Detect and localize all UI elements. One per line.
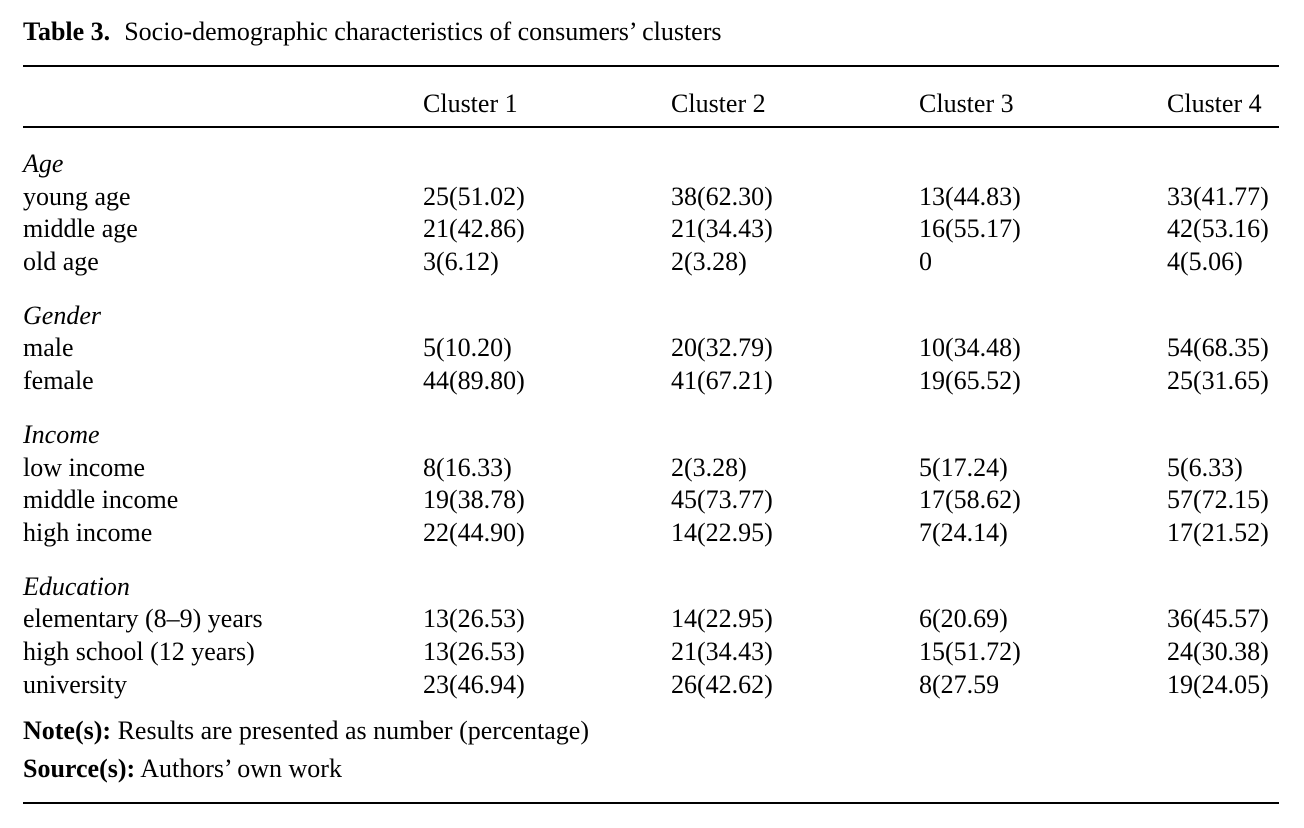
cell-cluster-2: 21(34.43) (671, 214, 773, 244)
cell-cluster-3: 10(34.48) (919, 333, 1021, 363)
table-row (23, 603, 1279, 636)
note-text: Results are presented as number (percentage) (117, 716, 589, 745)
table-row (23, 365, 1279, 398)
cell-cluster-3: 19(65.52) (919, 366, 1021, 396)
cell-cluster-4: 19(24.05) (1167, 669, 1269, 699)
cell-cluster-2: 21(34.43) (671, 636, 773, 666)
column-header-cluster-1: Cluster 1 (423, 89, 518, 118)
row-label: middle income (23, 485, 179, 515)
cell-cluster-1: 13(26.53) (423, 636, 525, 666)
table-row (23, 246, 1279, 279)
table-row (23, 181, 1279, 214)
cell-cluster-2: 2(3.28) (671, 247, 747, 277)
cell-cluster-2: 45(73.77) (671, 485, 773, 515)
source-label: Source(s): (23, 754, 136, 783)
row-label: elementary (8–9) years (23, 604, 263, 634)
cell-cluster-3: 0 (919, 247, 932, 277)
cell-cluster-4: 36(45.57) (1167, 604, 1269, 634)
table-caption: Socio-demographic characteristics of consumers’ clusters (124, 17, 722, 46)
table-row (23, 213, 1279, 246)
cell-cluster-1: 3(6.12) (423, 247, 499, 277)
source-text: Authors’ own work (140, 754, 342, 783)
table-row (23, 452, 1279, 485)
row-label: male (23, 333, 74, 363)
cell-cluster-4: 4(5.06) (1167, 247, 1243, 277)
cell-cluster-2: 14(22.95) (671, 604, 773, 634)
section-income (23, 419, 1279, 550)
cell-cluster-3: 15(51.72) (919, 636, 1021, 666)
cell-cluster-3: 5(17.24) (919, 452, 1008, 482)
cell-cluster-1: 25(51.02) (423, 181, 525, 211)
cell-cluster-3: 16(55.17) (919, 214, 1021, 244)
row-label: young age (23, 181, 131, 211)
table-label: Table 3. (23, 17, 111, 46)
cell-cluster-1: 22(44.90) (423, 517, 525, 547)
cell-cluster-4: 24(30.38) (1167, 636, 1269, 666)
cell-cluster-2: 20(32.79) (671, 333, 773, 363)
table-notes (23, 712, 589, 788)
cell-cluster-2: 2(3.28) (671, 452, 747, 482)
cell-cluster-4: 25(31.65) (1167, 366, 1269, 396)
row-label: high income (23, 517, 153, 547)
cell-cluster-2: 41(67.21) (671, 366, 773, 396)
column-header-cluster-4: Cluster 4 (1167, 89, 1262, 118)
section-title: Education (23, 571, 130, 601)
cell-cluster-1: 23(46.94) (423, 669, 525, 699)
cell-cluster-1: 19(38.78) (423, 485, 525, 515)
bottom-rule (23, 802, 1279, 804)
section-education (23, 571, 1279, 702)
section-title: Age (23, 149, 64, 178)
row-label: female (23, 366, 94, 396)
table-row (23, 517, 1279, 550)
cell-cluster-3: 8(27.59 (919, 669, 1000, 699)
cell-cluster-2: 26(42.62) (671, 669, 773, 699)
cell-cluster-4: 33(41.77) (1167, 181, 1269, 211)
cell-cluster-2: 38(62.30) (671, 181, 773, 211)
cell-cluster-4: 54(68.35) (1167, 333, 1269, 363)
cell-cluster-3: 17(58.62) (919, 485, 1021, 515)
row-label: high school (12 years) (23, 636, 255, 666)
cell-cluster-4: 57(72.15) (1167, 485, 1269, 515)
column-header-cluster-2: Cluster 2 (671, 89, 766, 118)
cell-cluster-3: 13(44.83) (919, 181, 1021, 211)
row-label: old age (23, 247, 99, 277)
top-rule (23, 65, 1279, 67)
section-title: Income (23, 419, 100, 449)
cell-cluster-1: 8(16.33) (423, 452, 512, 482)
cell-cluster-2: 14(22.95) (671, 517, 773, 547)
section-age (23, 148, 1279, 279)
cell-cluster-4: 42(53.16) (1167, 214, 1269, 244)
note-label: Note(s): (23, 716, 112, 745)
table-row (23, 332, 1279, 365)
row-label: middle age (23, 214, 138, 244)
cell-cluster-3: 7(24.14) (919, 517, 1008, 547)
section-gender (23, 300, 1279, 398)
source-line (23, 750, 589, 788)
row-label: university (23, 669, 127, 699)
table-row (23, 484, 1279, 517)
cell-cluster-1: 21(42.86) (423, 214, 525, 244)
cell-cluster-4: 5(6.33) (1167, 452, 1243, 482)
header-rule (23, 126, 1279, 128)
cell-cluster-1: 13(26.53) (423, 604, 525, 634)
cell-cluster-1: 44(89.80) (423, 366, 525, 396)
table-figure (23, 0, 1279, 828)
row-label: low income (23, 452, 146, 482)
cell-cluster-3: 6(20.69) (919, 604, 1008, 634)
section-title: Gender (23, 300, 101, 330)
column-header-cluster-3: Cluster 3 (919, 89, 1014, 118)
note-line (23, 712, 589, 750)
cell-cluster-4: 17(21.52) (1167, 517, 1269, 547)
table-body (23, 148, 1279, 722)
table-row (23, 669, 1279, 702)
table-title (23, 14, 722, 50)
table-row (23, 636, 1279, 669)
cell-cluster-1: 5(10.20) (423, 333, 512, 363)
